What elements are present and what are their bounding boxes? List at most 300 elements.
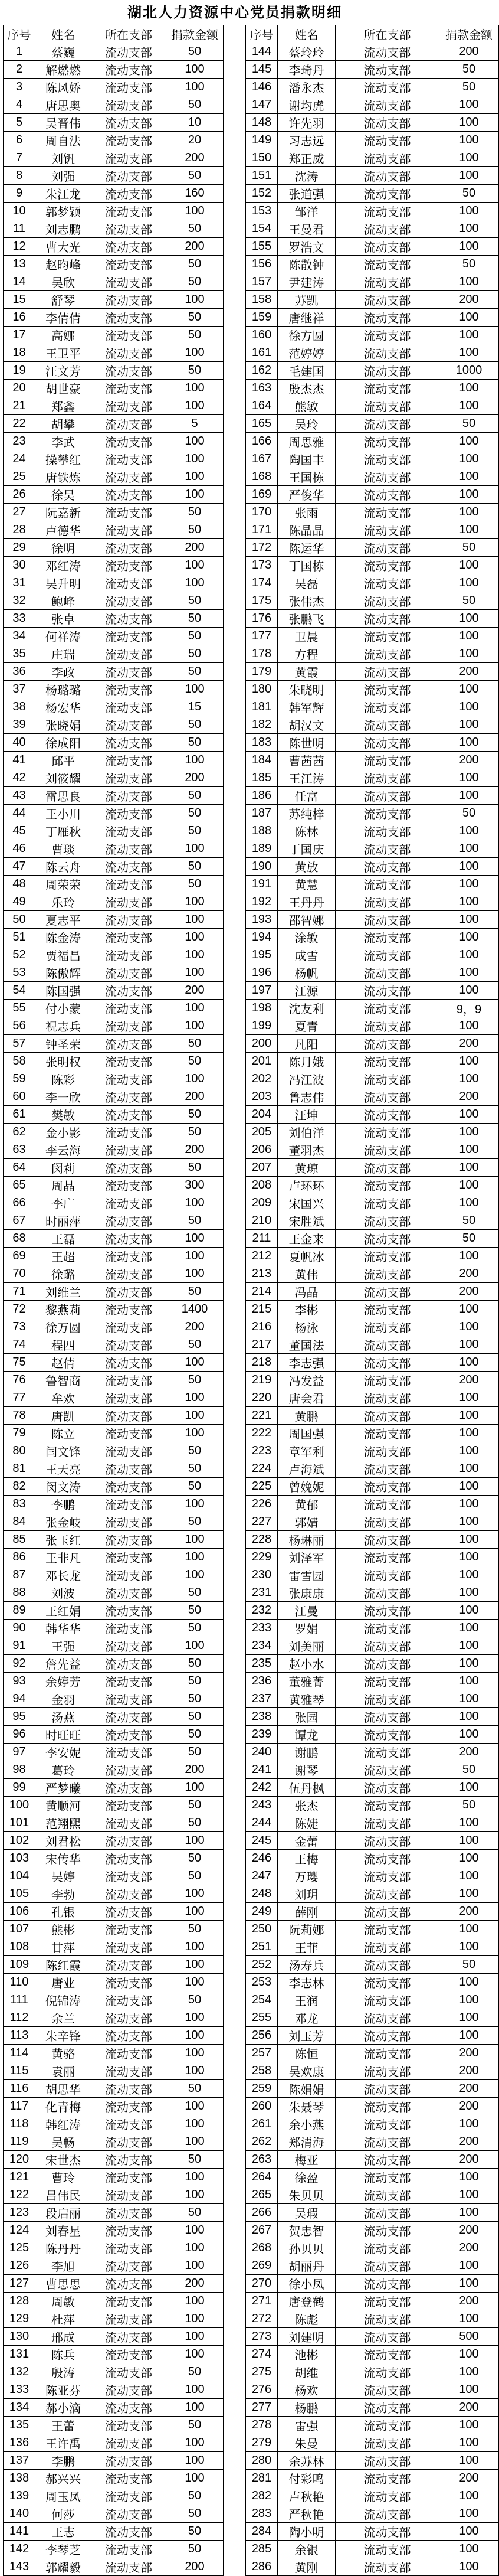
- cell-seq-right: 257: [246, 2045, 278, 2062]
- cell-name-left: 徐明: [35, 539, 91, 557]
- column-gap: [224, 1832, 246, 1850]
- column-gap: [224, 1248, 246, 1265]
- table-row: [4, 734, 499, 752]
- cell-amount-left: 50: [166, 1106, 224, 1124]
- cell-amount-right: 9，9: [439, 1000, 499, 1017]
- cell-amount-left: 50: [166, 1708, 224, 1726]
- cell-seq-right: 178: [246, 645, 278, 663]
- column-gap: [224, 2204, 246, 2222]
- cell-name-left: 王磊: [35, 1230, 91, 1248]
- cell-seq-left: 116: [4, 2080, 35, 2098]
- cell-branch-right: 流动支部: [336, 415, 439, 433]
- cell-branch-right: 流动支部: [336, 752, 439, 769]
- table-row: [4, 645, 499, 663]
- cell-name-right: 王江涛: [278, 769, 336, 787]
- cell-amount-right: 200: [439, 1088, 499, 1106]
- cell-branch-left: 流动支部: [91, 1070, 166, 1088]
- cell-seq-right: 240: [246, 1744, 278, 1761]
- cell-seq-left: 66: [4, 1194, 35, 1212]
- table-row: [4, 1070, 499, 1088]
- cell-branch-left: 流动支部: [91, 716, 166, 734]
- cell-branch-right: 流动支部: [336, 1708, 439, 1726]
- cell-name-left: 黎燕莉: [35, 1301, 91, 1318]
- cell-branch-left: 流动支部: [91, 1566, 166, 1584]
- cell-amount-left: 50: [166, 1513, 224, 1531]
- cell-name-left: 李政: [35, 663, 91, 681]
- table-row: [4, 1956, 499, 1974]
- cell-amount-right: 100: [439, 1336, 499, 1354]
- column-gap: [224, 1690, 246, 1708]
- cell-name-left: 杜萍: [35, 2310, 91, 2328]
- cell-branch-left: 流动支部: [91, 344, 166, 362]
- cell-name-right: 陈月娥: [278, 1053, 336, 1070]
- cell-amount-right: 100: [439, 574, 499, 592]
- cell-amount-left: 50: [166, 1867, 224, 1885]
- cell-branch-right: 流动支部: [336, 468, 439, 486]
- cell-name-right: 张鹏飞: [278, 610, 336, 628]
- cell-name-left: 张玉红: [35, 1531, 91, 1549]
- cell-name-left: 范翔熙: [35, 1814, 91, 1832]
- cell-name-right: 董羽杰: [278, 1141, 336, 1159]
- cell-seq-right: 155: [246, 238, 278, 256]
- cell-seq-right: 199: [246, 1017, 278, 1035]
- cell-branch-left: 流动支部: [91, 1035, 166, 1053]
- cell-amount-left: 50: [166, 2363, 224, 2381]
- table-row: [4, 149, 499, 167]
- cell-name-right: 杨鹏: [278, 2399, 336, 2417]
- cell-branch-left: 流动支部: [91, 2505, 166, 2523]
- cell-seq-left: 102: [4, 1832, 35, 1850]
- cell-amount-right: 50: [439, 1761, 499, 1779]
- cell-amount-right: 100: [439, 1602, 499, 1620]
- cell-branch-right: 流动支部: [336, 628, 439, 645]
- cell-branch-right: 流动支部: [336, 43, 439, 61]
- cell-branch-right: 流动支部: [336, 273, 439, 291]
- cell-name-right: 潘永杰: [278, 79, 336, 96]
- table-row: [4, 1549, 499, 1566]
- cell-branch-right: 流动支部: [336, 220, 439, 238]
- cell-seq-left: 117: [4, 2098, 35, 2115]
- column-gap: [224, 1673, 246, 1690]
- cell-name-left: 舒琴: [35, 291, 91, 309]
- cell-amount-left: 50: [166, 1655, 224, 1673]
- cell-name-right: 熊敏: [278, 397, 336, 415]
- cell-name-right: 赵小水: [278, 1655, 336, 1673]
- cell-amount-left: 15: [166, 698, 224, 716]
- table-row: [4, 521, 499, 539]
- cell-seq-right: 144: [246, 43, 278, 61]
- cell-branch-right: 流动支部: [336, 1248, 439, 1265]
- cell-name-left: 李广: [35, 1194, 91, 1212]
- cell-seq-right: 156: [246, 256, 278, 273]
- cell-amount-right: 200: [439, 2080, 499, 2098]
- cell-branch-left: 流动支部: [91, 663, 166, 681]
- cell-name-left: 张卓: [35, 610, 91, 628]
- cell-seq-left: 100: [4, 1797, 35, 1814]
- cell-amount-right: 100: [439, 734, 499, 752]
- cell-branch-right: 流动支部: [336, 2328, 439, 2346]
- cell-branch-right: 流动支部: [336, 2417, 439, 2434]
- cell-seq-right: 179: [246, 663, 278, 681]
- cell-branch-left: 流动支部: [91, 2045, 166, 2062]
- table-row: [4, 2169, 499, 2186]
- cell-amount-left: 100: [166, 380, 224, 397]
- cell-branch-left: 流动支部: [91, 96, 166, 114]
- column-gap: [224, 2328, 246, 2346]
- cell-name-left: 陈亚芬: [35, 2381, 91, 2399]
- cell-amount-left: 100: [166, 1956, 224, 1974]
- cell-name-left: 钟圣荣: [35, 1035, 91, 1053]
- cell-branch-left: 流动支部: [91, 1496, 166, 1513]
- table-row: [4, 1478, 499, 1496]
- cell-name-left: 刘筱耀: [35, 769, 91, 787]
- cell-name-right: 胡汉文: [278, 716, 336, 734]
- cell-branch-left: 流动支部: [91, 858, 166, 876]
- cell-seq-right: 202: [246, 1070, 278, 1088]
- cell-branch-left: 流动支部: [91, 2009, 166, 2027]
- cell-amount-left: 50: [166, 362, 224, 380]
- cell-branch-left: 流动支部: [91, 2452, 166, 2470]
- cell-branch-right: 流动支部: [336, 132, 439, 149]
- cell-name-left: 曹大光: [35, 238, 91, 256]
- cell-amount-left: 50: [166, 2204, 224, 2222]
- cell-seq-left: 119: [4, 2133, 35, 2151]
- cell-branch-left: 流动支部: [91, 273, 166, 291]
- cell-amount-right: 100: [439, 344, 499, 362]
- cell-seq-left: 42: [4, 769, 35, 787]
- column-gap: [224, 2257, 246, 2275]
- table-row: [4, 2381, 499, 2399]
- cell-seq-right: 191: [246, 876, 278, 893]
- column-gap: [224, 1106, 246, 1124]
- cell-name-right: 徐方圆: [278, 327, 336, 344]
- cell-branch-right: 流动支部: [336, 2204, 439, 2222]
- column-gap: [224, 716, 246, 734]
- column-gap: [224, 397, 246, 415]
- cell-seq-right: 233: [246, 1620, 278, 1637]
- cell-amount-right: 100: [439, 468, 499, 486]
- cell-branch-left: 流动支部: [91, 964, 166, 982]
- cell-name-left: 乐玲: [35, 893, 91, 911]
- cell-seq-right: 200: [246, 1035, 278, 1053]
- cell-name-left: 王红娟: [35, 1602, 91, 1620]
- table-row: [4, 1850, 499, 1867]
- cell-branch-right: 流动支部: [336, 2505, 439, 2523]
- table-row: [4, 1283, 499, 1301]
- cell-amount-left: 50: [166, 1283, 224, 1301]
- cell-amount-left: 200: [166, 769, 224, 787]
- table-row: [4, 96, 499, 114]
- cell-name-right: 王金来: [278, 1230, 336, 1248]
- table-row: [4, 1141, 499, 1159]
- cell-amount-right: 100: [439, 2381, 499, 2399]
- cell-name-right: 谢鹏: [278, 1744, 336, 1761]
- cell-branch-right: 流动支部: [336, 2452, 439, 2470]
- table-row: [4, 1407, 499, 1425]
- cell-name-left: 卢德华: [35, 521, 91, 539]
- cell-amount-left: 100: [166, 2399, 224, 2417]
- cell-name-right: 凡阳: [278, 1035, 336, 1053]
- table-row: [4, 1177, 499, 1194]
- cell-seq-right: 268: [246, 2239, 278, 2257]
- cell-branch-left: 流动支部: [91, 2558, 166, 2576]
- cell-amount-left: 100: [166, 2045, 224, 2062]
- cell-branch-left: 流动支部: [91, 610, 166, 628]
- cell-branch-right: 流动支部: [336, 1141, 439, 1159]
- cell-seq-left: 2: [4, 61, 35, 79]
- cell-name-right: 陈林: [278, 822, 336, 840]
- cell-name-left: 徐昊: [35, 486, 91, 504]
- cell-amount-right: 50: [439, 592, 499, 610]
- cell-seq-left: 70: [4, 1265, 35, 1283]
- cell-name-right: 王曼君: [278, 220, 336, 238]
- column-gap: [224, 628, 246, 645]
- cell-name-right: 余银: [278, 2541, 336, 2558]
- cell-name-right: 徐小凤: [278, 2275, 336, 2293]
- column-gap: [224, 1637, 246, 1655]
- table-row: [4, 79, 499, 96]
- cell-name-left: 陈云舟: [35, 858, 91, 876]
- table-row: [4, 220, 499, 238]
- cell-name-left: 黄顺河: [35, 1797, 91, 1814]
- cell-seq-left: 33: [4, 610, 35, 628]
- cell-name-left: 郑鑫: [35, 397, 91, 415]
- cell-branch-left: 流动支部: [91, 1460, 166, 1478]
- table-row: [4, 1425, 499, 1442]
- cell-branch-left: 流动支部: [91, 2169, 166, 2186]
- table-row: [4, 787, 499, 805]
- cell-branch-left: 流动支部: [91, 433, 166, 450]
- cell-branch-left: 流动支部: [91, 1389, 166, 1407]
- cell-name-left: 王志: [35, 2523, 91, 2541]
- cell-name-left: 王许禹: [35, 2434, 91, 2452]
- cell-branch-right: 流动支部: [336, 1620, 439, 1637]
- cell-seq-right: 282: [246, 2487, 278, 2505]
- column-gap: [224, 840, 246, 858]
- cell-amount-right: 100: [439, 1460, 499, 1478]
- cell-branch-left: 流动支部: [91, 734, 166, 752]
- cell-amount-right: 100: [439, 149, 499, 167]
- column-gap: [224, 1212, 246, 1230]
- cell-amount-right: 100: [439, 2523, 499, 2541]
- cell-branch-left: 流动支部: [91, 698, 166, 716]
- cell-branch-left: 流动支部: [91, 2346, 166, 2363]
- cell-seq-right: 164: [246, 397, 278, 415]
- column-gap: [224, 220, 246, 238]
- cell-branch-right: 流动支部: [336, 79, 439, 96]
- cell-amount-right: 100: [439, 1690, 499, 1708]
- cell-seq-right: 205: [246, 1124, 278, 1141]
- cell-name-right: 吴瑕: [278, 2204, 336, 2222]
- cell-amount-left: 100: [166, 2009, 224, 2027]
- cell-name-right: 朱聂琴: [278, 2098, 336, 2115]
- cell-amount-right: 100: [439, 1141, 499, 1159]
- cell-name-left: 胡世豪: [35, 380, 91, 397]
- cell-seq-right: 230: [246, 1566, 278, 1584]
- cell-seq-right: 207: [246, 1159, 278, 1177]
- table-row: [4, 450, 499, 468]
- cell-seq-left: 115: [4, 2062, 35, 2080]
- cell-seq-right: 172: [246, 539, 278, 557]
- column-gap: [224, 1354, 246, 1372]
- cell-name-right: 苏纯梓: [278, 805, 336, 822]
- cell-seq-right: 201: [246, 1053, 278, 1070]
- cell-branch-left: 流动支部: [91, 114, 166, 132]
- cell-name-left: 刘波: [35, 1584, 91, 1602]
- cell-branch-left: 流动支部: [91, 628, 166, 645]
- cell-amount-right: 100: [439, 203, 499, 220]
- column-gap: [224, 2363, 246, 2381]
- cell-seq-right: 206: [246, 1141, 278, 1159]
- cell-branch-left: 流动支部: [91, 929, 166, 946]
- cell-amount-right: 100: [439, 1389, 499, 1407]
- cell-branch-left: 流动支部: [91, 256, 166, 273]
- cell-seq-left: 139: [4, 2487, 35, 2505]
- cell-seq-left: 49: [4, 893, 35, 911]
- cell-name-left: 王小川: [35, 805, 91, 822]
- cell-amount-left: 100: [166, 2328, 224, 2346]
- cell-name-left: 韩华华: [35, 1620, 91, 1637]
- cell-name-left: 鲍峰: [35, 592, 91, 610]
- cell-branch-left: 流动支部: [91, 946, 166, 964]
- cell-name-left: 余兰: [35, 2009, 91, 2027]
- cell-seq-left: 34: [4, 628, 35, 645]
- cell-seq-right: 260: [246, 2098, 278, 2115]
- cell-seq-left: 19: [4, 362, 35, 380]
- cell-name-left: 刘志鹏: [35, 220, 91, 238]
- cell-name-left: 唐凯: [35, 1407, 91, 1425]
- column-gap: [224, 2487, 246, 2505]
- column-gap: [224, 1159, 246, 1177]
- cell-seq-right: 231: [246, 1584, 278, 1602]
- cell-seq-left: 43: [4, 787, 35, 805]
- cell-branch-right: 流动支部: [336, 1726, 439, 1744]
- cell-seq-right: 271: [246, 2293, 278, 2310]
- cell-branch-right: 流动支部: [336, 504, 439, 521]
- cell-amount-right: 200: [439, 2151, 499, 2169]
- cell-branch-left: 流动支部: [91, 327, 166, 344]
- cell-seq-right: 279: [246, 2434, 278, 2452]
- cell-name-left: 化青梅: [35, 2098, 91, 2115]
- cell-branch-right: 流动支部: [336, 840, 439, 858]
- cell-branch-left: 流动支部: [91, 1867, 166, 1885]
- cell-amount-left: 100: [166, 1549, 224, 1566]
- cell-seq-left: 85: [4, 1531, 35, 1549]
- cell-name-right: 杨欢: [278, 2381, 336, 2399]
- cell-amount-left: 50: [166, 43, 224, 61]
- cell-branch-left: 流动支部: [91, 1248, 166, 1265]
- cell-branch-right: 流动支部: [336, 1354, 439, 1372]
- cell-amount-left: 100: [166, 1425, 224, 1442]
- cell-seq-right: 286: [246, 2558, 278, 2576]
- column-gap: [224, 805, 246, 822]
- cell-branch-left: 流动支部: [91, 1283, 166, 1301]
- cell-branch-left: 流动支部: [91, 1655, 166, 1673]
- cell-seq-left: 10: [4, 203, 35, 220]
- cell-seq-left: 90: [4, 1620, 35, 1637]
- cell-name-right: 卫晨: [278, 628, 336, 645]
- table-row: [4, 539, 499, 557]
- cell-seq-left: 59: [4, 1070, 35, 1088]
- cell-name-left: 何莎: [35, 2505, 91, 2523]
- table-row: [4, 1903, 499, 1921]
- cell-seq-left: 72: [4, 1301, 35, 1318]
- cell-branch-right: 流动支部: [336, 61, 439, 79]
- cell-branch-left: 流动支部: [91, 79, 166, 96]
- cell-amount-left: 200: [166, 149, 224, 167]
- cell-name-right: 汤寿兵: [278, 1956, 336, 1974]
- cell-branch-right: 流动支部: [336, 2399, 439, 2417]
- cell-branch-left: 流动支部: [91, 1814, 166, 1832]
- cell-seq-right: 158: [246, 291, 278, 309]
- table-row: [4, 876, 499, 893]
- column-gap: [224, 521, 246, 539]
- cell-name-right: 曹茜茜: [278, 752, 336, 769]
- cell-name-right: 董国法: [278, 1336, 336, 1354]
- cell-name-left: 熊彬: [35, 1921, 91, 1938]
- table-row: [4, 1655, 499, 1673]
- cell-branch-left: 流动支部: [91, 1336, 166, 1354]
- cell-seq-left: 76: [4, 1372, 35, 1389]
- cell-name-left: 邓红涛: [35, 557, 91, 574]
- cell-name-right: 刘玉芳: [278, 2027, 336, 2045]
- cell-amount-left: 100: [166, 1017, 224, 1035]
- column-gap: [224, 61, 246, 79]
- cell-seq-right: 180: [246, 681, 278, 698]
- cell-amount-right: 100: [439, 1779, 499, 1797]
- cell-name-right: 唐登鹤: [278, 2293, 336, 2310]
- cell-branch-left: 流动支部: [91, 1372, 166, 1389]
- column-gap: [224, 1389, 246, 1407]
- cell-branch-left: 流动支部: [91, 43, 166, 61]
- cell-seq-left: 84: [4, 1513, 35, 1531]
- cell-amount-right: 100: [439, 557, 499, 574]
- cell-branch-left: 流动支部: [91, 149, 166, 167]
- cell-amount-left: 50: [166, 309, 224, 327]
- cell-name-right: 江曼: [278, 1602, 336, 1620]
- cell-branch-right: 流动支部: [336, 2541, 439, 2558]
- cell-branch-right: 流动支部: [336, 1442, 439, 1460]
- cell-branch-left: 流动支部: [91, 2027, 166, 2045]
- column-gap: [224, 203, 246, 220]
- column-gap: [224, 1318, 246, 1336]
- cell-amount-left: 100: [166, 203, 224, 220]
- cell-seq-right: 162: [246, 362, 278, 380]
- cell-branch-right: 流动支部: [336, 1212, 439, 1230]
- cell-name-left: 郭耀毅: [35, 2558, 91, 2576]
- cell-branch-right: 流动支部: [336, 1814, 439, 1832]
- cell-seq-left: 39: [4, 716, 35, 734]
- table-row: [4, 1035, 499, 1053]
- column-gap: [224, 1336, 246, 1354]
- cell-branch-right: 流动支部: [336, 787, 439, 805]
- cell-branch-right: 流动支部: [336, 2045, 439, 2062]
- cell-name-left: 金小影: [35, 1124, 91, 1141]
- cell-amount-right: 100: [439, 450, 499, 468]
- cell-amount-left: 200: [166, 1141, 224, 1159]
- cell-branch-left: 流动支部: [91, 185, 166, 203]
- cell-branch-right: 流动支部: [336, 327, 439, 344]
- cell-name-left: 郝小滴: [35, 2399, 91, 2417]
- cell-branch-right: 流动支部: [336, 238, 439, 256]
- cell-amount-right: 50: [439, 79, 499, 96]
- cell-name-right: 邵智娜: [278, 911, 336, 929]
- cell-amount-left: 100: [166, 1230, 224, 1248]
- cell-seq-left: 16: [4, 309, 35, 327]
- cell-branch-left: 流动支部: [91, 1194, 166, 1212]
- cell-seq-left: 12: [4, 238, 35, 256]
- cell-amount-left: 50: [166, 1460, 224, 1478]
